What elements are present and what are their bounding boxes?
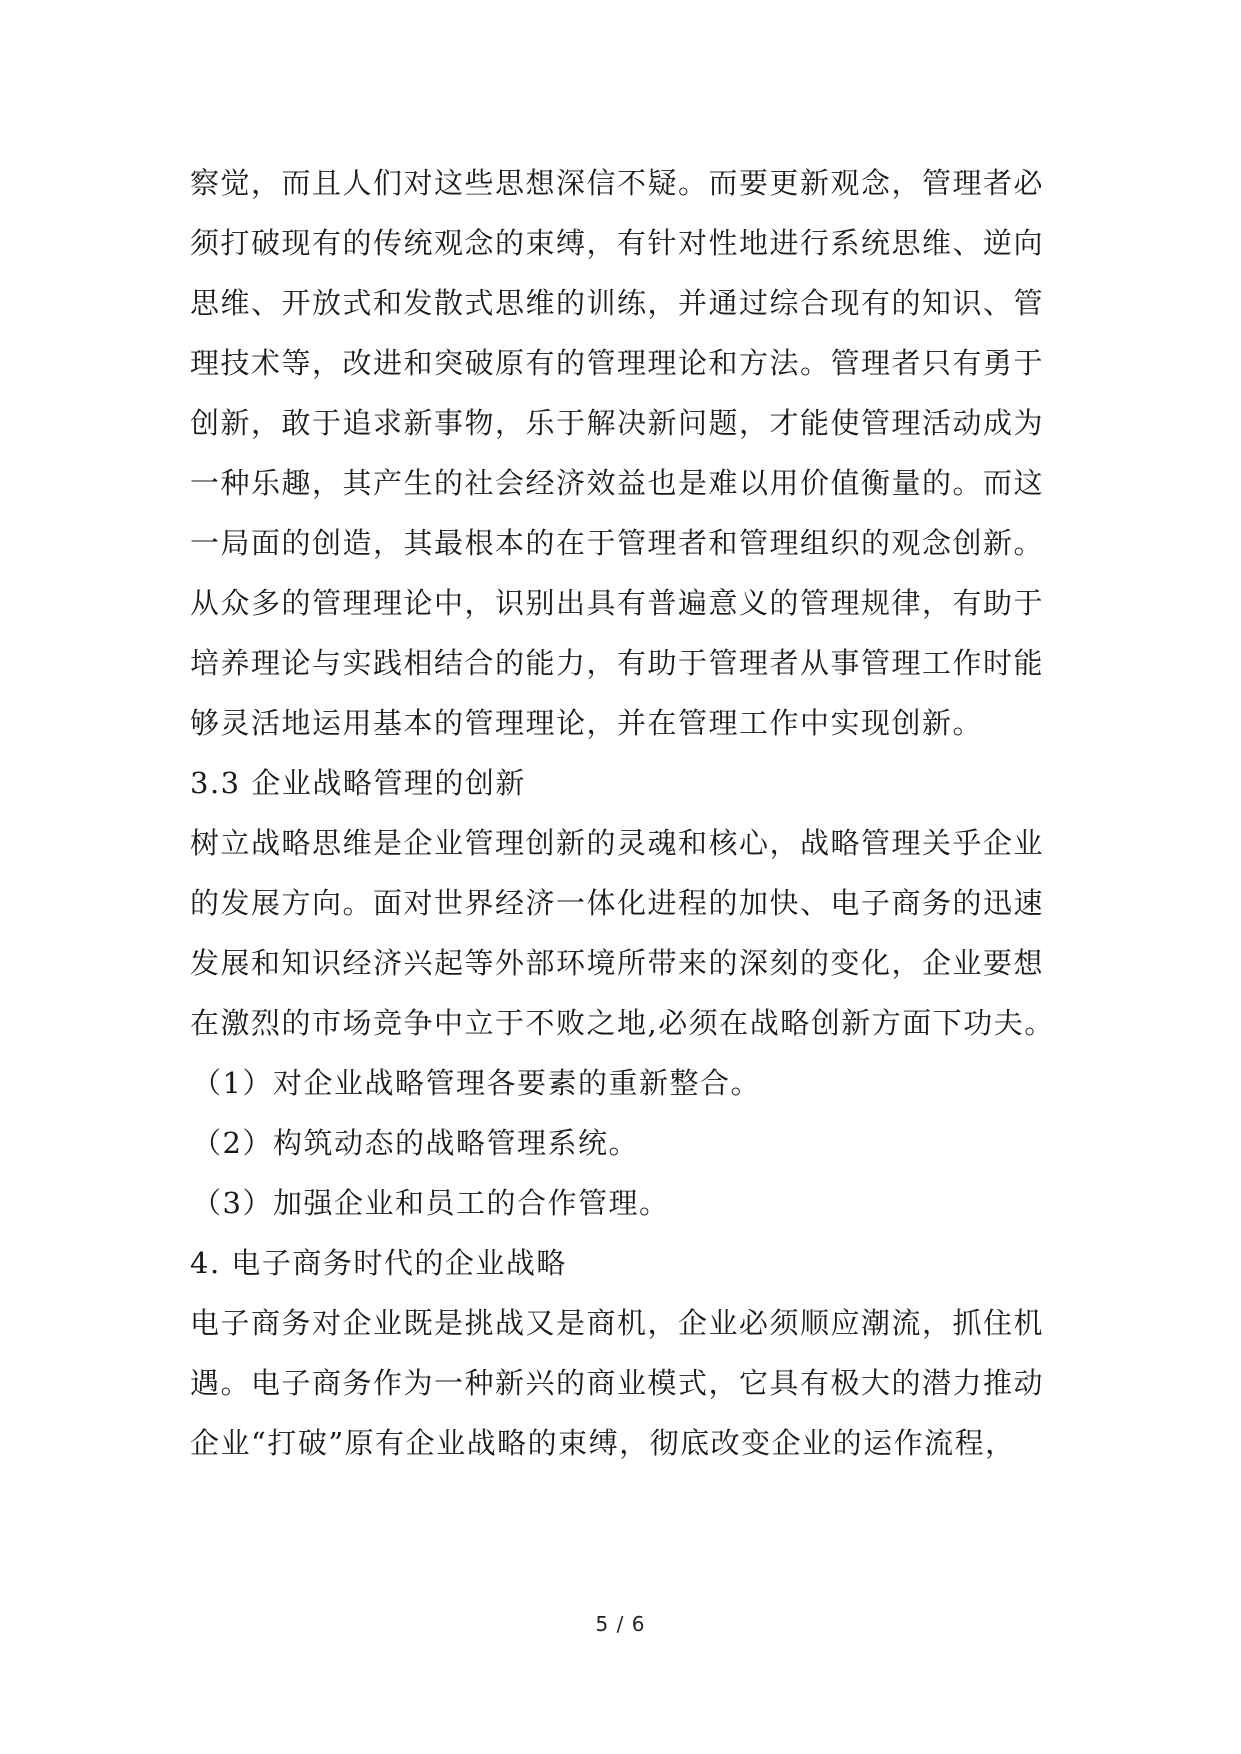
paragraph-line: 从众多的管理理论中，识别出具有普遍意义的管理规律，有助于: [190, 586, 1045, 620]
paragraph-line: 遇。电子商务作为一种新兴的商业模式，它具有极大的潜力推动: [190, 1366, 1045, 1400]
paragraph-line: 一局面的创造，其最根本的在于管理者和管理组织的观念创新。: [190, 526, 1045, 560]
paragraph-line: 须打破现有的传统观念的束缚，有针对性地进行系统思维、逆向: [190, 226, 1045, 260]
paragraph-line: 企业“打破”原有企业战略的束缚，彻底改变企业的运作流程，: [190, 1426, 1016, 1460]
paragraph-line: 培养理论与实践相结合的能力，有助于管理者从事管理工作时能: [190, 646, 1045, 680]
page-number: 5 / 6: [595, 1612, 646, 1636]
list-item-2: （2）构筑动态的战略管理系统。: [192, 1126, 639, 1160]
paragraph-line: 够灵活地运用基本的管理理论，并在管理工作中实现创新。: [190, 706, 984, 740]
paragraph-line: 电子商务对企业既是挑战又是商机，企业必须顺应潮流，抓住机: [190, 1306, 1045, 1340]
paragraph-line: 察觉，而且人们对这些思想深信不疑。而要更新观念，管理者必: [190, 166, 1045, 200]
paragraph-line: 思维、开放式和发散式思维的训练，并通过综合现有的知识、管: [190, 286, 1045, 320]
paragraph-line: 树立战略思维是企业管理创新的灵魂和核心，战略管理关乎企业: [190, 826, 1045, 860]
paragraph-line: 发展和知识经济兴起等外部环境所带来的深刻的变化，企业要想: [190, 946, 1045, 980]
paragraph-line: 在激烈的市场竞争中立于不败之地,必须在战略创新方面下功夫。: [190, 1006, 1055, 1040]
body-text: [190, 153, 1070, 1473]
paragraph-line: 创新，敢于追求新事物，乐于解决新问题，才能使管理活动成为: [190, 406, 1045, 440]
paragraph-line: 理技术等，改进和突破原有的管理理论和方法。管理者只有勇于: [190, 346, 1045, 380]
section-heading-4: 4. 电子商务时代的企业战略: [190, 1246, 567, 1280]
list-item-3: （3）加强企业和员工的合作管理。: [192, 1186, 670, 1220]
section-heading-3-3: 3.3 企业战略管理的创新: [190, 766, 526, 800]
paragraph-line: 的发展方向。面对世界经济一体化进程的加快、电子商务的迅速: [190, 886, 1045, 920]
list-item-1: （1）对企业战略管理各要素的重新整合。: [192, 1066, 761, 1100]
paragraph-line: 一种乐趣，其产生的社会经济效益也是难以用价值衡量的。而这: [190, 466, 1045, 500]
